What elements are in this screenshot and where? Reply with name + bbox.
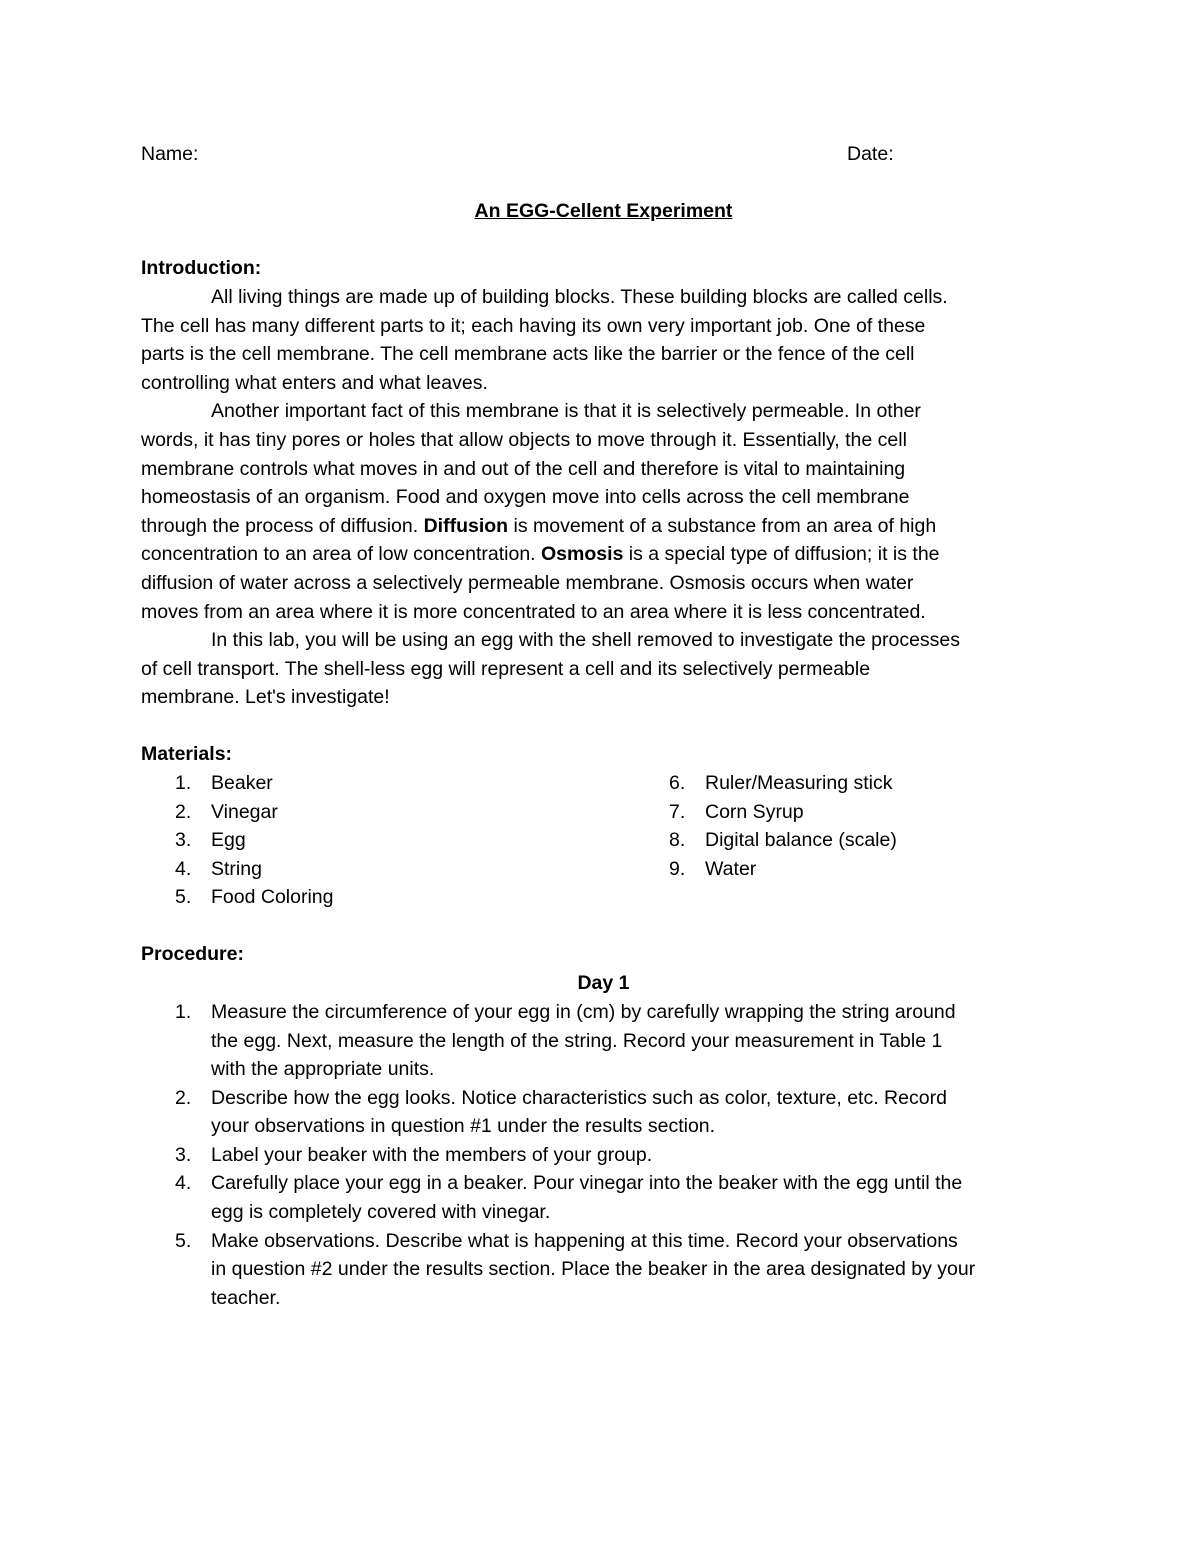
step-number: 1. xyxy=(175,1000,192,1023)
item-label: Digital balance (scale) xyxy=(705,829,897,852)
date-label: Date: xyxy=(847,143,894,165)
worksheet-page xyxy=(141,140,1066,1312)
item-number: 6. xyxy=(669,771,686,794)
procedure-step xyxy=(141,1169,1066,1226)
procedure-step xyxy=(141,998,1066,1084)
materials-heading: Materials: xyxy=(141,742,233,765)
step-number: 3. xyxy=(175,1143,192,1166)
materials-list xyxy=(141,769,1066,912)
text-line: Another important fact of this membrane is that it is selectively permeable. In other xyxy=(211,400,921,423)
text-line: of cell transport. The shell-less egg will represent a cell and its selectively permeable xyxy=(141,657,871,680)
step-number: 4. xyxy=(175,1172,192,1195)
step-number: 2. xyxy=(175,1086,192,1109)
step-line: with the appropriate units. xyxy=(211,1058,435,1081)
item-label: Egg xyxy=(211,829,246,852)
item-label: Food Coloring xyxy=(211,886,334,909)
step-line: Label your beaker with the members of your group. xyxy=(211,1143,653,1166)
text-line: membrane. Let's investigate! xyxy=(141,686,390,709)
text-segment: concentration to an area of low concentration. xyxy=(141,543,541,566)
procedure-steps xyxy=(141,998,1066,1313)
list-item xyxy=(175,798,333,827)
text-line: In this lab, you will be using an egg with the shell removed to investigate the processes xyxy=(211,629,961,652)
text-line: homeostasis of an organism. Food and oxygen move into cells across the cell membrane xyxy=(141,486,910,509)
text-line: parts is the cell membrane. The cell membrane acts like the barrier or the fence of the cell xyxy=(141,343,915,366)
intro-paragraph-3 xyxy=(141,626,1066,712)
item-label: Ruler/Measuring stick xyxy=(705,771,893,794)
text-segment: is a special type of diffusion; it is the xyxy=(623,543,940,566)
step-line: in question #2 under the results section. Place the beaker in the area designated by your xyxy=(211,1258,976,1281)
item-number: 4. xyxy=(175,857,192,880)
item-label: String xyxy=(211,857,262,880)
materials-column-right xyxy=(669,769,897,883)
text-segment: through the process of diffusion. xyxy=(141,514,424,537)
item-number: 1. xyxy=(175,771,192,794)
document-title: An EGG-Cellent Experiment xyxy=(474,200,733,222)
list-item xyxy=(175,855,333,884)
step-line: Measure the circumference of your egg in (cm) by carefully wrapping the string around xyxy=(211,1000,956,1023)
step-line: your observations in question #1 under the results section. xyxy=(211,1115,716,1138)
item-number: 5. xyxy=(175,886,192,909)
list-item xyxy=(175,826,333,855)
step-line: Describe how the egg looks. Notice characteristics such as color, texture, etc. Record xyxy=(211,1086,947,1109)
introduction-heading: Introduction: xyxy=(141,257,262,279)
text-line: moves from an area where it is more concentrated to an area where it is less concentrated. xyxy=(141,600,926,623)
item-label: Water xyxy=(705,857,757,880)
step-line: teacher. xyxy=(211,1286,281,1309)
step-line: Make observations. Describe what is happening at this time. Record your observations xyxy=(211,1229,958,1252)
item-number: 8. xyxy=(669,829,686,852)
procedure-heading: Procedure: xyxy=(141,942,244,965)
day-heading: Day 1 xyxy=(577,971,630,994)
text-line: The cell has many different parts to it; each having its own very important job. One of these xyxy=(141,314,926,337)
list-item xyxy=(669,798,897,827)
term-osmosis: Osmosis xyxy=(541,543,624,566)
text-line xyxy=(141,540,1066,569)
text-line xyxy=(141,512,1066,541)
list-item xyxy=(175,883,333,912)
intro-paragraph-1 xyxy=(141,283,1066,397)
list-item xyxy=(669,769,897,798)
text-line: controlling what enters and what leaves. xyxy=(141,371,488,394)
step-line: the egg. Next, measure the length of the string. Record your measurement in Table 1 xyxy=(211,1029,943,1052)
term-diffusion: Diffusion xyxy=(423,514,509,537)
name-label: Name: xyxy=(141,143,199,165)
procedure-step xyxy=(141,1084,1066,1141)
materials-column-left xyxy=(175,769,333,912)
procedure-step xyxy=(141,1227,1066,1313)
item-label: Beaker xyxy=(211,771,273,794)
text-segment: is movement of a substance from an area of high xyxy=(508,514,937,537)
header-line xyxy=(141,140,1066,169)
text-line: words, it has tiny pores or holes that allow objects to move through it. Essentially, the cell xyxy=(141,428,907,451)
intro-paragraph-2 xyxy=(141,397,1066,626)
item-number: 3. xyxy=(175,829,192,852)
text-line: diffusion of water across a selectively permeable membrane. Osmosis occurs when water xyxy=(141,571,914,594)
item-label: Vinegar xyxy=(211,800,278,823)
procedure-step xyxy=(141,1141,1066,1170)
step-line: egg is completely covered with vinegar. xyxy=(211,1201,551,1224)
list-item xyxy=(175,769,333,798)
item-number: 7. xyxy=(669,800,686,823)
step-line: Carefully place your egg in a beaker. Pour vinegar into the beaker with the egg until the xyxy=(211,1172,963,1195)
item-number: 2. xyxy=(175,800,192,823)
text-line: membrane controls what moves in and out of the cell and therefore is vital to maintaining xyxy=(141,457,906,480)
step-number: 5. xyxy=(175,1229,192,1252)
list-item xyxy=(669,826,897,855)
item-number: 9. xyxy=(669,857,686,880)
text-line: All living things are made up of building blocks. These building blocks are called cells. xyxy=(211,286,948,308)
list-item xyxy=(669,855,897,884)
item-label: Corn Syrup xyxy=(705,800,804,823)
